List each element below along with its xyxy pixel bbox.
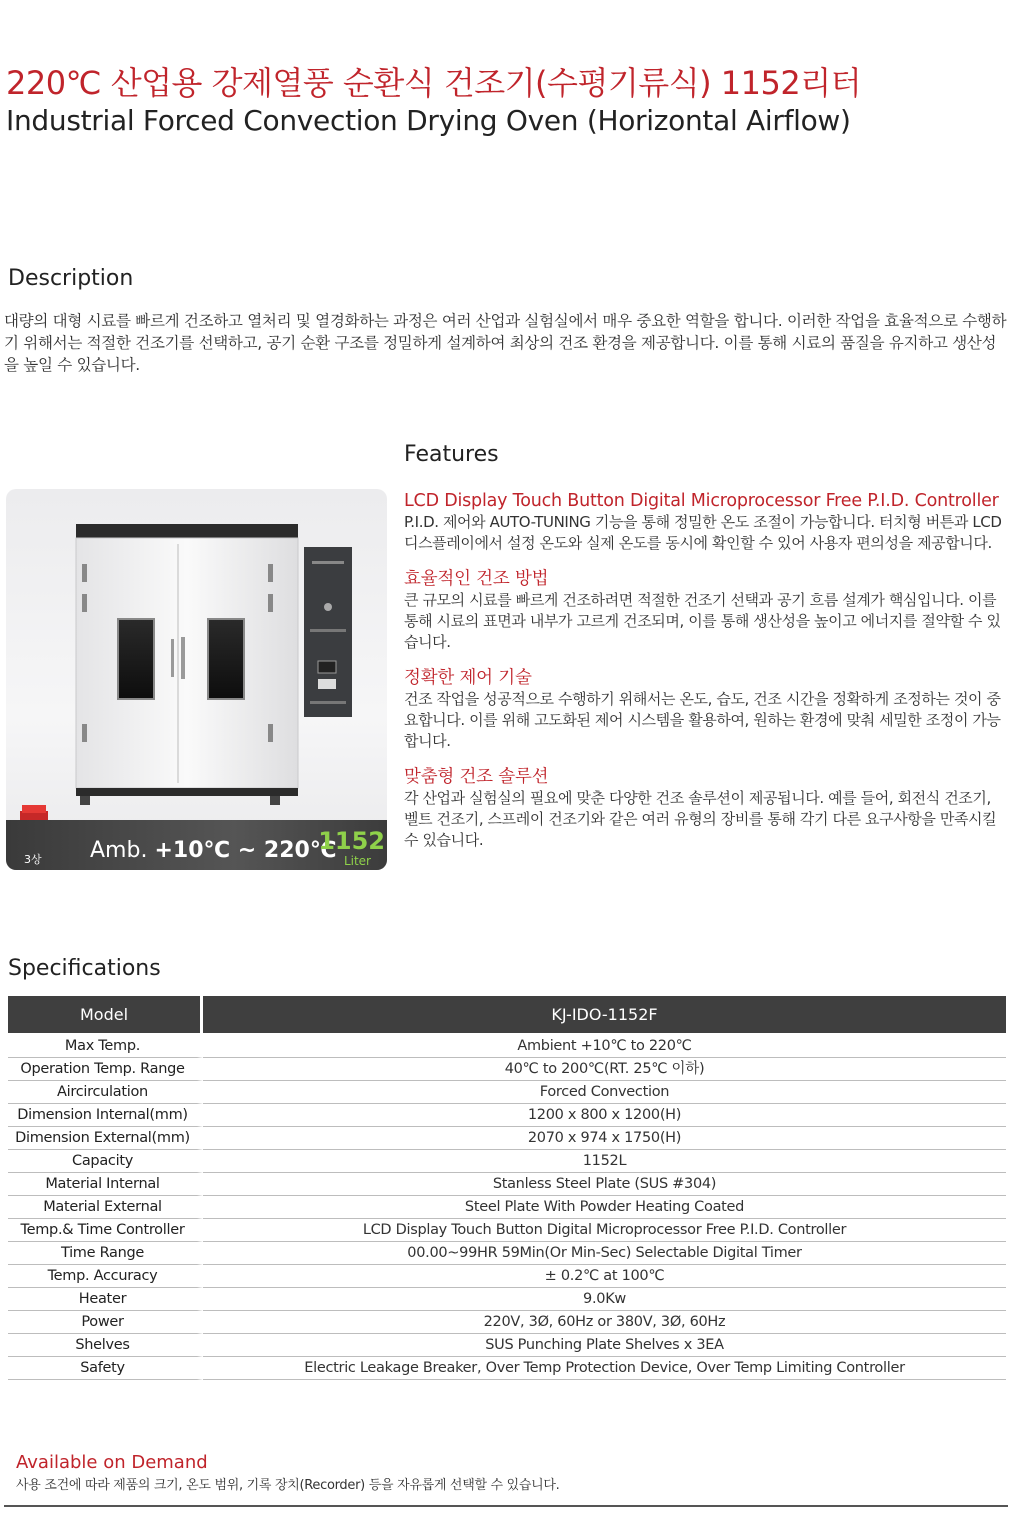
spec-label: Operation Temp. Range bbox=[8, 1058, 203, 1081]
spec-value: 9.0Kw bbox=[203, 1288, 1006, 1311]
page-title-korean: 220℃ 산업용 강제열풍 순환식 건조기(수평기류식) 1152리터 bbox=[6, 64, 862, 102]
spec-banner bbox=[6, 820, 387, 870]
spec-label: Material External bbox=[8, 1196, 203, 1219]
model-label: Model bbox=[8, 996, 203, 1033]
spec-value: 1152L bbox=[203, 1150, 1006, 1173]
spec-label: Capacity bbox=[8, 1150, 203, 1173]
table-row bbox=[8, 1242, 1006, 1265]
table-row bbox=[8, 1357, 1006, 1380]
spec-value: ± 0.2℃ at 100℃ bbox=[203, 1265, 1006, 1288]
table-row bbox=[8, 1196, 1006, 1219]
table-row bbox=[8, 1104, 1006, 1127]
spec-value: 2070 x 974 x 1750(H) bbox=[203, 1127, 1006, 1150]
spec-label: Safety bbox=[8, 1357, 203, 1380]
table-row bbox=[8, 1173, 1006, 1196]
available-on-demand-text: 사용 조건에 따라 제품의 크기, 온도 범위, 기록 장치(Recorder) 등을 자유롭게 선택할 수 있습니다. bbox=[16, 1478, 560, 1493]
available-on-demand-heading: Available on Demand bbox=[16, 1452, 208, 1473]
table-row bbox=[8, 1033, 1006, 1058]
temperature-range: Amb. +10℃ ~ 220℃ bbox=[90, 838, 337, 863]
spec-label: Aircirculation bbox=[8, 1081, 203, 1104]
feature-title: 효율적인 건조 방법 bbox=[404, 569, 549, 589]
product-image bbox=[6, 489, 387, 870]
feature-body: 각 산업과 실험실의 필요에 맞춘 다양한 건조 솔루션이 제공됩니다. 예를 들어, 회전식 건조기, 벨트 건조기, 스프레이 건조기와 같은 여러 유형의 장비를 통해 각기 다른 요구사항을 만족시킬 수 있습니다. bbox=[404, 789, 997, 849]
table-row bbox=[8, 1311, 1006, 1334]
spec-label: Heater bbox=[8, 1288, 203, 1311]
spec-label: Temp. Accuracy bbox=[8, 1265, 203, 1288]
model-value: KJ-IDO-1152F bbox=[203, 996, 1006, 1033]
table-row bbox=[8, 1058, 1006, 1081]
description-text: 대량의 대형 시료를 빠르게 건조하고 열처리 및 열경화하는 과정은 여러 산업과 실험실에서 매우 중요한 역할을 합니다. 이러한 작업을 효율적으로 수행하기 위해서는 적절한 건조기를 선택하고, 공기 순환 구조를 정밀하게 설계하여 최상의 건조 환경을 제공합니다. 이를 통해 시료의 품질을 유지하고 생산성을 높일 수 있습니다. bbox=[4, 312, 1007, 374]
spec-value: 1200 x 800 x 1200(H) bbox=[203, 1104, 1006, 1127]
table-row bbox=[8, 1265, 1006, 1288]
feature-body: P.I.D. 제어와 AUTO-TUNING 기능을 통해 정밀한 온도 조절이 가능합니다. 터치형 버튼과 LCD 디스플레이에서 설정 온도와 실제 온도를 동시에 확인할 수 있어 사용자 편의성을 제공합니다. bbox=[404, 513, 1002, 552]
spec-label: Shelves bbox=[8, 1334, 203, 1357]
spec-value: LCD Display Touch Button Digital Microprocessor Free P.I.D. Controller bbox=[203, 1219, 1006, 1242]
spec-label: Max Temp. bbox=[8, 1033, 203, 1058]
spec-value: 00.00~99HR 59Min(Or Min-Sec) Selectable Digital Timer bbox=[203, 1242, 1006, 1265]
table-row bbox=[8, 1081, 1006, 1104]
spec-value: Electric Leakage Breaker, Over Temp Protection Device, Over Temp Limiting Controller bbox=[203, 1357, 1006, 1380]
description-heading: Description bbox=[8, 266, 134, 291]
specifications-heading: Specifications bbox=[8, 956, 161, 981]
table-row bbox=[8, 1150, 1006, 1173]
spec-value: Stanless Steel Plate (SUS #304) bbox=[203, 1173, 1006, 1196]
spec-value: Ambient +10℃ to 220℃ bbox=[203, 1033, 1006, 1058]
spec-label: Time Range bbox=[8, 1242, 203, 1265]
feature-title: 맞춤형 건조 솔루션 bbox=[404, 767, 549, 787]
spec-label: Power bbox=[8, 1311, 203, 1334]
spec-label: Dimension External(mm) bbox=[8, 1127, 203, 1150]
table-row bbox=[8, 1219, 1006, 1242]
specifications-table bbox=[8, 996, 1006, 1380]
drying-oven-illustration bbox=[6, 489, 387, 870]
spec-value: 220V, 3Ø, 60Hz or 380V, 3Ø, 60Hz bbox=[203, 1311, 1006, 1334]
capacity-number: 1152 bbox=[318, 827, 385, 855]
spec-value: Steel Plate With Powder Heating Coated bbox=[203, 1196, 1006, 1219]
feature-body: 큰 규모의 시료를 빠르게 건조하려면 적절한 건조기 선택과 공기 흐름 설계가 핵심입니다. 이를 통해 시료의 표면과 내부가 고르게 건조되며, 이를 통해 생산성을 높이고 에너지를 절약할 수 있습니다. bbox=[404, 591, 1001, 651]
feature-title: 정확한 제어 기술 bbox=[404, 668, 532, 688]
bottom-divider bbox=[4, 1505, 1008, 1507]
table-row bbox=[8, 1288, 1006, 1311]
spec-value: SUS Punching Plate Shelves x 3EA bbox=[203, 1334, 1006, 1357]
spec-value: Forced Convection bbox=[203, 1081, 1006, 1104]
table-row bbox=[8, 1127, 1006, 1150]
table-row bbox=[8, 1334, 1006, 1357]
feature-body: 건조 작업을 성공적으로 수행하기 위해서는 온도, 습도, 건조 시간을 정확하게 조정하는 것이 중요합니다. 이를 위해 고도화된 제어 시스템을 활용하여, 원하는 환경에 맞춰 세밀한 조정이 가능합니다. bbox=[404, 690, 1001, 750]
feature-title: LCD Display Touch Button Digital Microprocessor Free P.I.D. Controller bbox=[404, 491, 999, 511]
features-list bbox=[404, 490, 1008, 865]
spec-label: Dimension Internal(mm) bbox=[8, 1104, 203, 1127]
phase-label: 3상 bbox=[24, 853, 42, 866]
features-heading: Features bbox=[404, 442, 499, 467]
spec-label: Temp.& Time Controller bbox=[8, 1219, 203, 1242]
spec-value: 40℃ to 200℃(RT. 25℃ 이하) bbox=[203, 1058, 1006, 1081]
spec-label: Material Internal bbox=[8, 1173, 203, 1196]
page-title-english: Industrial Forced Convection Drying Oven (Horizontal Airflow) bbox=[6, 104, 851, 137]
table-header-row bbox=[8, 996, 1006, 1033]
capacity-unit: Liter bbox=[343, 854, 371, 868]
